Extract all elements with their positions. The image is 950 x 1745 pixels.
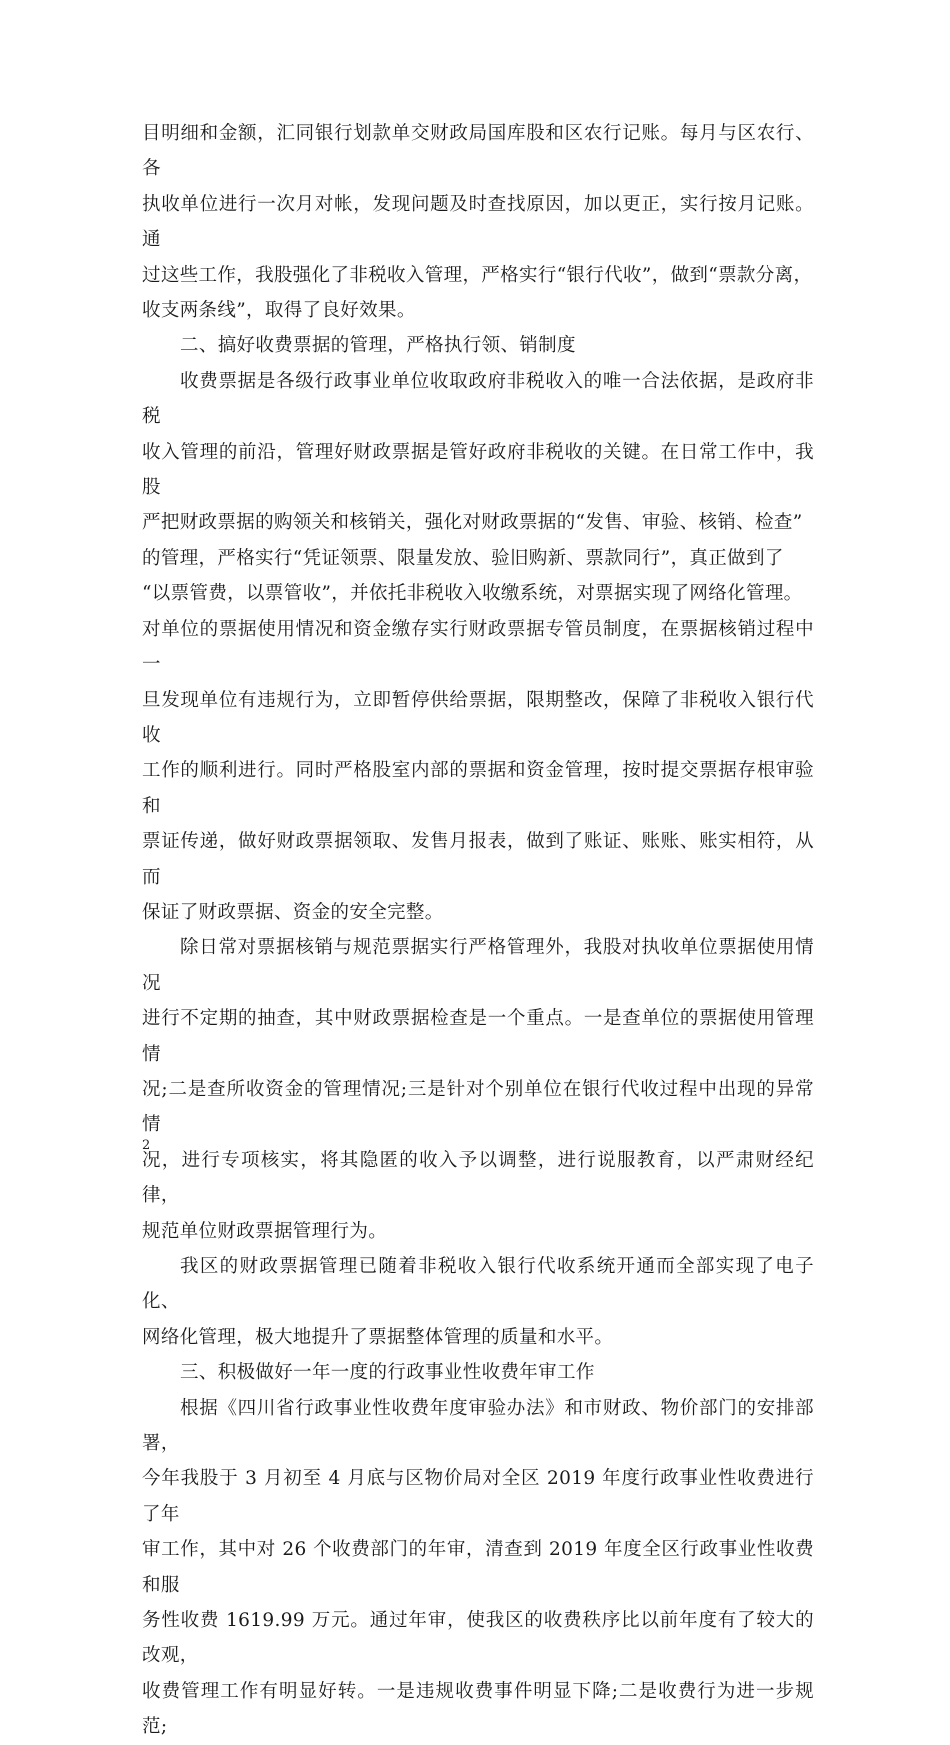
paragraph-electronic-management: 我区的财政票据管理已随着非税收入银行代收系统开通而全部实现了电子化、 网络化管理，极大地提升了票据整体管理的质量和水平。	[142, 1256, 814, 1348]
section-heading-2: 二、搞好收费票据的管理，严格执行领、销制度	[180, 335, 576, 357]
paragraph-annual-review: 根据《四川省行政事业性收费年度审验办法》和市财政、物价部门的安排部署， 今年我股于 3 月初至 4 月底与区物价局对全区 2019 年度行政事业性收费进行了年 审工作，其中对 26 个收费部门的年审，清查到 2019 年度全区行政事业性收费和服 务性收费 1619.99 万元。通过年审，使我区的收费秩序比以前年度有了较大的改观， 收费管理工作有明显好转。一是违规收费事件明显下降;二是收费行为进一步规范;	[142, 1397, 814, 1738]
paragraph-receipt-management: 收费票据是各级行政事业单位收取政府非税收入的唯一合法依据，是政府非税 收入管理的前沿，管理好财政票据是管好政府非税收的关键。在日常工作中，我股 严把财政票据的购领关和核销关，强化对财政票据的“发售、审验、核销、检查” 的管理，严格实行“凭证领票、限量发放、验旧购新、票款同行”，真正做到了 “以票管费，以票管收”，并依托非税收入收缴系统，对票据实现了网络化管理。 对单位的票据使用情况和资金缴存实行财政票据专管员制度，在票据核销过程中一 旦发现单位有违规行为，立即暂停供给票据，限期整改，保障了非税收入银行代收 工作的顺利进行。同时严格股室内部的票据和资金管理，按时提交票据存根审验和 票证传递，做好财政票据领取、发售月报表，做到了账证、账账、账实相符，从而 保证了财政票据、资金的安全完整。	[142, 370, 814, 923]
paragraph-continuation: 目明细和金额，汇同银行划款单交财政局国库股和区农行记账。每月与区农行、各 执收单位进行一次月对帐，发现问题及时查找原因，加以更正，实行按月记账。通 过这些工作，我股强化了非税收入管理，严格实行“银行代收”，做到“票款分离， 收支两条线”，取得了良好效果。	[142, 123, 814, 322]
document-body	[142, 116, 814, 1745]
page-number: 2	[142, 1138, 151, 1153]
paragraph-receipt-inspection: 除日常对票据核销与规范票据实行严格管理外，我股对执收单位票据使用情况 进行不定期的抽查，其中财政票据检查是一个重点。一是查单位的票据使用管理情 况;二是查所收资金的管理情况;三是针对个别单位在银行代收过程中出现的异常情 况，进行专项核实，将其隐匿的收入予以调整，进行说服教育，以严肃财经纪律， 规范单位财政票据管理行为。	[142, 937, 814, 1242]
section-heading-3: 三、积极做好一年一度的行政事业性收费年审工作	[180, 1362, 595, 1384]
